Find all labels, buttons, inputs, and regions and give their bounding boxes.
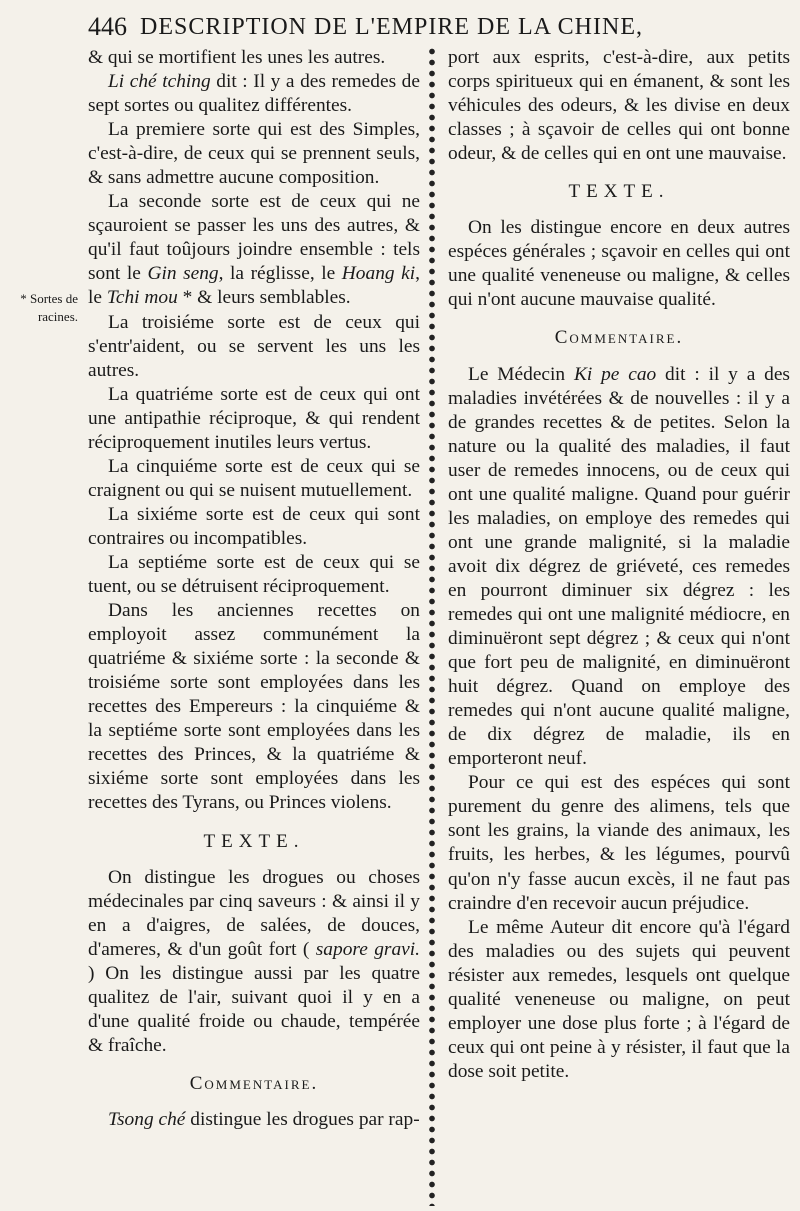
paragraph-text: dit : Il y a des remedes de sept sortes ou qualitez différentes. — [88, 71, 420, 117]
margin-note: * Sortes de racines. — [20, 291, 78, 324]
section-heading-commentaire: Commentaire. — [554, 327, 684, 349]
section-heading-texte: TEXTE. — [568, 181, 670, 203]
page-number: 446 — [88, 12, 127, 41]
paragraph: La sixiéme sorte est de ceux qui sont contraires ou incompatibles. — [88, 503, 420, 549]
paragraph: Le même Auteur dit encore qu'à l'égard des maladies ou des sujets qui peuvent résister aux remedes, lesquels ont quelque qualité veneneuse ou maligne, on peut employer une dose plus forte ; à l'égard de ceux qui ont peine à y résister, il faut que la dose soit petite. — [448, 916, 790, 1082]
paragraph-text: distingue les drogues par rap- — [185, 1108, 420, 1130]
running-title: DESCRIPTION DE L'EMPIRE DE LA CHINE, — [140, 14, 643, 40]
paragraph — [448, 363, 790, 772]
paragraph: & qui se mortifient les unes les autres. — [88, 47, 386, 68]
author-name: Tsong ché — [108, 1108, 186, 1130]
paragraph — [88, 190, 420, 310]
running-header — [88, 10, 788, 46]
paragraph: port aux esprits, c'est-à-dire, aux petits corps spiritueux qui en émanent, & sont les véhicules des odeurs, & les divise en deux classes ; à sçavoir de celles qui ont bonne odeur, & de celles qui en ont une mauvaise. — [448, 47, 790, 165]
plant-name: Hoang ki — [341, 263, 416, 285]
paragraph — [88, 1108, 420, 1132]
paragraph — [88, 866, 420, 1058]
plant-name: Tchi mou — [106, 287, 178, 309]
plant-name: Gin seng — [147, 263, 219, 285]
paragraph-text: , la réglisse, le — [218, 263, 342, 285]
paragraph: La premiere sorte qui est des Simples, c'est-à-dire, de ceux qui se prennent seuls, & sans admettre aucune composition. — [88, 119, 420, 189]
paragraph: Dans les anciennes recettes on employoit assez communément la quatriéme & sixiéme sorte : la seconde & troisiéme sorte sont employées dans les recettes des Empereurs : la cinquiéme & la septiéme sorte sont employées dans les recettes des Princes, & la quatriéme & sixiéme sorte sont employées dans les recettes des Tyrans, ou Princes violens. — [88, 600, 420, 814]
paragraph: La quatriéme sorte est de ceux qui ont une antipathie réciproque, & qui rendent réciproquement inutiles leurs vertus. — [88, 383, 420, 453]
paragraph — [88, 70, 420, 118]
author-name: Li ché tching — [108, 71, 211, 93]
section-heading-texte: TEXTE. — [203, 830, 305, 852]
paragraph: La cinquiéme sorte est de ceux qui se craignent ou qui se nuisent mutuellement. — [88, 455, 420, 501]
paragraph-text: La seconde sorte est de ceux qui ne sçauroient se passer les uns des autres, & qu'il faut toûjours joindre ensemble : tels sont le — [88, 191, 420, 285]
author-name: Ki pe cao — [573, 363, 657, 385]
left-column — [88, 46, 420, 1132]
paragraph: On les distingue encore en deux autres espéces générales ; sçavoir en celles qui ont une qualité veneneuse ou maligne, & celles qui n'ont aucune mauvaise qualité. — [448, 217, 790, 311]
latin-phrase: sapore gravi. — [315, 938, 420, 960]
paragraph-text: Le Médecin — [468, 363, 574, 385]
section-heading-commentaire: Commentaire. — [189, 1072, 319, 1094]
paragraph: La septiéme sorte est de ceux qui se tuent, ou se détruisent réciproquement. — [88, 551, 420, 598]
paragraph-text: On distingue les drogues ou choses médecinales par cinq saveurs : & ainsi il y en a d'aigres, de salées, de douces, d'ameres, & d'un goût fort ( — [88, 866, 420, 960]
right-column — [448, 46, 790, 1084]
paragraph: La troisiéme sorte est de ceux qui s'entr'aident, ou se servent les uns les autres. — [88, 311, 420, 381]
ornamental-column-divider — [426, 46, 438, 1206]
paragraph-text: dit : il y a des maladies invétérées & de nouvelles : il y a de grandes recettes & de petites. Selon la nature ou la qualité des maladies, il faut user de remedes innocens, ou de ceux qui ont une qualité maligne. Quand pour guérir les maladies, on employe des remedes qui ont une grande malignité, si la maladie avoit dix dégrez de griéveté, ces remedes en pourront diminuer six dégrez : les remedes qui ont une malignité médiocre, en diminuëront sept dégrez ; & ceux qui n'ont que fort peu de malignité, en diminuëront huit dégrez. Quand on employe des remedes qui n'ont aucune qualité maligne, de dix dégrez de maladie, ils en emporteront neuf. — [448, 363, 790, 770]
paragraph-text: * & leurs semblables. — [177, 287, 351, 309]
paragraph: Pour ce qui est des espéces qui sont purement du genre des alimens, tels que sont les grains, la viande des animaux, les fruits, les herbes, & les légumes, pourvû qu'on n'y fasse aucun excès, il ne faut pas craindre d'en recevoir aucun préjudice. — [448, 772, 790, 914]
paragraph-text: ) On les distingue aussi par les quatre qualitez de l'air, suivant quoi il y en a d'une qualité froide ou chaude, tempérée & fraîche. — [88, 962, 420, 1056]
paragraph-text: , le — [88, 263, 420, 309]
